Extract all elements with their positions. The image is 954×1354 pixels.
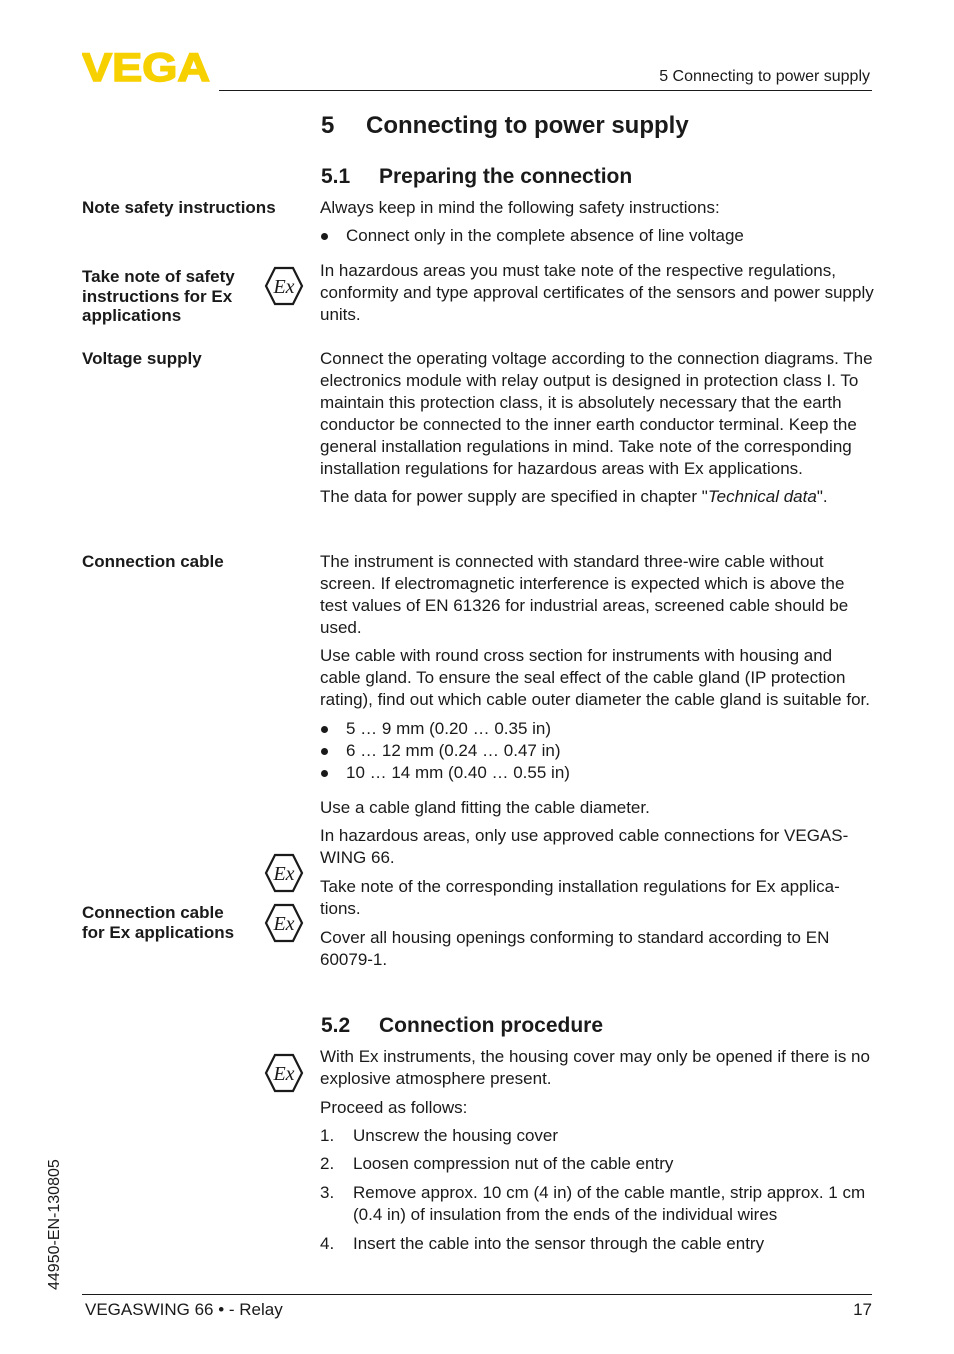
step-text: Loosen compression nut of the cable entry [353, 1154, 674, 1173]
procedure-step [320, 1233, 876, 1255]
text-run: ". [816, 487, 828, 506]
paragraph: Use a cable gland fitting the cable diameter. [320, 798, 650, 817]
svg-text:Ex: Ex [273, 863, 295, 885]
svg-text:Ex: Ex [273, 276, 295, 298]
step-number: 2. [320, 1154, 335, 1173]
section-number: 5.1 [321, 165, 351, 188]
side-label-note-safety: Note safety instructions [82, 198, 276, 217]
procedure-step [320, 1182, 876, 1226]
side-label-line: for Ex applications [82, 922, 235, 942]
bullet-item: 6 … 12 mm (0.24 … 0.47 in) [320, 740, 876, 762]
ex-symbol-icon [264, 1053, 304, 1093]
procedure-block [320, 1046, 876, 1255]
document-id: 44950-EN-130805 [46, 1159, 63, 1290]
vega-logo [82, 50, 212, 84]
side-label-ex-safety [82, 267, 260, 326]
paragraph: Cover all housing openings conforming to standard according to EN 60079-1. [320, 928, 830, 969]
step-number: 4. [320, 1234, 335, 1253]
side-label-voltage: Voltage supply [82, 349, 202, 368]
step-number: 3. [320, 1183, 335, 1202]
ex-symbol-icon [264, 903, 304, 943]
cross-reference: Technical data [707, 487, 817, 506]
section-heading-5-1 [321, 165, 632, 189]
procedure-step [320, 1153, 876, 1175]
paragraph: In hazardous areas, only use approved cable connections for VEGAS-WING 66. [320, 826, 849, 867]
paragraph: With Ex instruments, the housing cover may only be opened if there is no explosive atmosphere present. [320, 1047, 870, 1088]
text-run: The data for power supply are specified in chapter " [320, 487, 708, 506]
paragraph: Use cable with round cross section for instruments with housing and cable gland. To ensure the seal effect of the cable gland (IP protection rating), find out which cable outer diameter the cable gland is suitable for. [320, 646, 870, 709]
paragraph: In hazardous areas you must take note of the respective regulations, conformity and type approval certificates of the sensors and power supply units. [320, 261, 874, 324]
safety-block [320, 197, 876, 247]
svg-text:VEGA: VEGA [82, 50, 210, 84]
bullet-item: 10 … 14 mm (0.40 … 0.55 in) [320, 762, 876, 784]
section-title: Preparing the connection [379, 165, 633, 188]
side-label-line: Take note of safety [82, 267, 235, 286]
ex-regulations-block [320, 260, 876, 326]
footer-product: VEGASWING 66 • - Relay [85, 1300, 283, 1319]
svg-text:Ex: Ex [273, 1063, 295, 1085]
ex-symbol-icon [264, 266, 304, 306]
side-label-line: instructions for Ex [82, 286, 233, 306]
bullet-item: 5 … 9 mm (0.20 … 0.35 in) [320, 718, 876, 740]
voltage-block [320, 348, 876, 508]
step-text: Insert the cable into the sensor through the cable entry [353, 1234, 765, 1253]
side-label-line: applications [82, 306, 182, 325]
bullet-item: Connect only in the complete absence of line voltage [320, 225, 876, 247]
footer-rule [82, 1294, 872, 1295]
cable-size-list [320, 718, 876, 784]
step-number: 1. [320, 1126, 335, 1145]
section-title: Connection procedure [379, 1014, 604, 1037]
chapter-number: 5 [321, 112, 335, 139]
ex-symbol-icon [264, 853, 304, 893]
svg-text:Ex: Ex [273, 913, 295, 935]
running-head: 5 Connecting to power supply [659, 68, 870, 85]
paragraph [320, 486, 876, 508]
step-text: Remove approx. 10 cm (4 in) of the cable mantle, strip approx. 1 cm (0.4 in) of insulation from the ends of the individual wires [353, 1183, 866, 1224]
page-number: 17 [853, 1300, 872, 1319]
cable-block [320, 551, 876, 971]
paragraph: The instrument is connected with standard three-wire cable without screen. If electromagnetic interference is expected which is above the test values of EN 61326 for industrial areas, screened cable should be used. [320, 552, 849, 637]
section-heading-5-2 [321, 1014, 603, 1038]
paragraph: Connect the operating voltage according to the connection diagrams. The electronics module with relay output is designed in protection class I. To maintain this protection class, it is absolutely necessary that the earth conductor be connected to the inner earth conductor terminal. Keep the general installation regulations in mind. Take note of the corresponding installation regulations for hazardous areas with Ex applications. [320, 349, 873, 478]
paragraph: Always keep in mind the following safety instructions: [320, 198, 720, 217]
step-text: Unscrew the housing cover [353, 1126, 559, 1145]
side-label-line: Connection cable [82, 903, 224, 922]
chapter-heading [321, 112, 689, 140]
side-label-cable: Connection cable [82, 552, 224, 571]
chapter-title: Connecting to power supply [366, 112, 689, 139]
paragraph: Proceed as follows: [320, 1098, 468, 1117]
header-rule [219, 90, 872, 91]
side-label-cable-ex [82, 903, 260, 942]
paragraph: Take note of the corresponding installation regulations for Ex applica-tions. [320, 877, 840, 918]
procedure-step [320, 1125, 876, 1147]
section-number: 5.2 [321, 1014, 351, 1037]
